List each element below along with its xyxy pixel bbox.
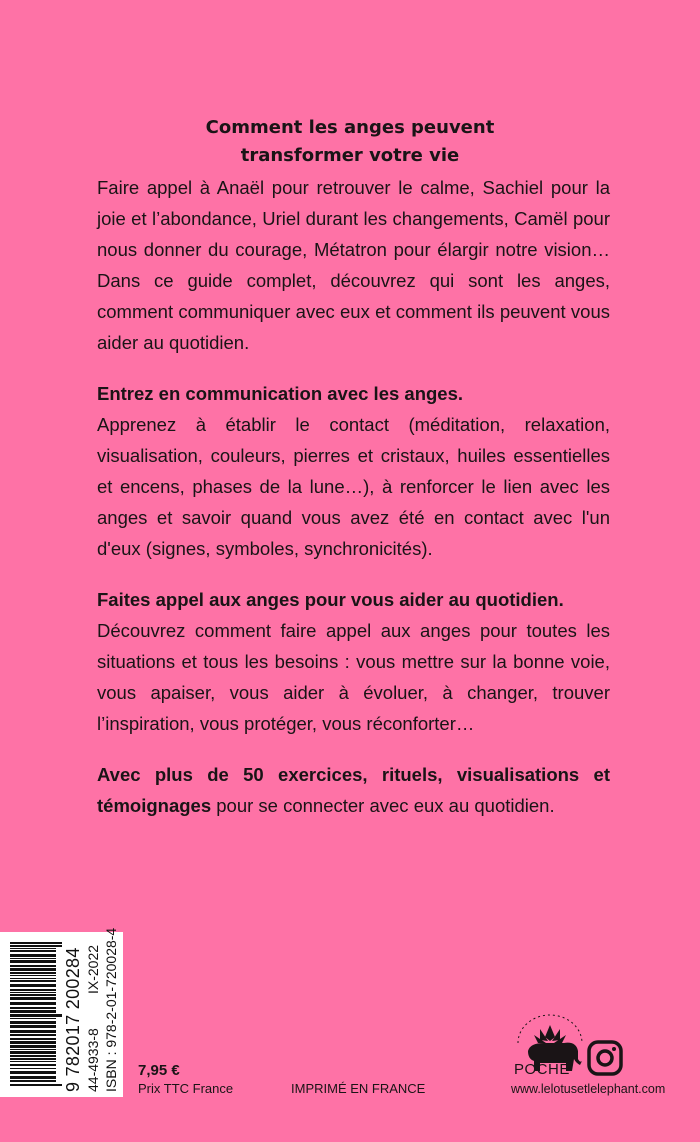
publisher-url[interactable]: www.lelotusetlelephant.com: [511, 1082, 666, 1096]
barcode-bar: [10, 950, 56, 952]
paragraph-exercices: [97, 759, 610, 821]
barcode: [0, 927, 123, 1097]
barcode-bar: [10, 960, 56, 963]
barcode-bar: [10, 965, 56, 967]
barcode-bar: [10, 994, 56, 996]
paragraph-heading: Avec plus de 50 exercices, rituels, visualisations et témoignages: [97, 764, 610, 816]
barcode-bar: [10, 980, 56, 982]
barcode-bar: [10, 1018, 56, 1019]
price-note: Prix TTC France: [138, 1081, 234, 1096]
barcode-bar: [10, 1068, 56, 1069]
paragraph-communication: [97, 378, 610, 564]
paragraph-text: Apprenez à établir le contact (méditation, relaxation, visualisation, couleurs, pierres et cristaux, huiles essentielles et encens, phases de la lune…), à renforcer le lien avec les anges et savoir quand vous avez été en contact avec l'un d'eux (signes, symboles, synchronicités).: [97, 414, 610, 559]
barcode-bar: [10, 1055, 56, 1057]
barcode-bar: [10, 958, 56, 959]
barcode-bar: [10, 975, 56, 976]
barcode-bar: [10, 1076, 56, 1079]
barcode-bar: [10, 972, 56, 974]
barcode-bar: [10, 1045, 56, 1048]
barcode-bar: [10, 1034, 56, 1036]
barcode-bar: [10, 1025, 56, 1028]
barcode-bar: [10, 1080, 56, 1082]
title-line-2: transformer votre vie: [240, 145, 460, 166]
barcode-bar: [10, 1041, 56, 1044]
cover-title: [0, 114, 700, 170]
printed-in: IMPRIMÉ EN FRANCE: [291, 1081, 426, 1096]
paragraph-quotidien: [97, 584, 610, 739]
barcode-bar: [10, 984, 56, 987]
cover-text: [97, 172, 610, 841]
barcode-bar: [10, 968, 56, 971]
barcode-bar: [10, 1030, 56, 1033]
barcode-bar: [10, 992, 56, 993]
paragraph-heading: Faites appel aux anges pour vous aider au quotidien.: [97, 589, 564, 610]
barcode-bar: [10, 1061, 56, 1062]
paragraph-text: Faire appel à Anaël pour retrouver le calme, Sachiel pour la joie et l’abondance, Uriel durant les changements, Camël pour nous donner du courage, Métatron pour élargir notre vision… Dans ce guide complet, découvrez qui sont les anges, comment communiquer avec eux et comment ils peuvent vous aider au quotidien.: [97, 177, 610, 353]
instagram-icon[interactable]: [587, 1040, 623, 1076]
paragraph-heading: Entrez en communication avec les anges.: [97, 383, 464, 404]
collection-name: POCHE: [514, 1061, 570, 1078]
barcode-bar: [10, 1007, 56, 1009]
barcode-bar: [10, 978, 56, 979]
barcode-bar: [10, 1071, 56, 1074]
barcode-bar: [10, 997, 56, 1000]
barcode-code: 44-4933-8: [85, 1028, 101, 1092]
barcode-bar: [10, 948, 56, 949]
barcode-bars: [10, 942, 62, 1087]
title-line-1: Comment les anges peuvent: [205, 117, 495, 138]
barcode-bar: [10, 1038, 56, 1040]
barcode-bar: [10, 1021, 56, 1024]
paragraph-text: pour se connecter avec eux au quotidien.: [211, 795, 555, 816]
paragraph-intro: [97, 172, 610, 358]
price: 7,95 €: [138, 1062, 180, 1079]
barcode-bar: [10, 1084, 62, 1086]
isbn: ISBN : 978-2-01-720028-4: [103, 927, 119, 1092]
barcode-bar: [10, 945, 62, 947]
barcode-bar: [10, 1014, 62, 1017]
barcode-date: IX-2022: [85, 944, 101, 994]
barcode-digits: 9 782017 200284: [63, 947, 83, 1092]
barcode-bar: [10, 1010, 56, 1013]
barcode-bar: [10, 1002, 56, 1005]
barcode-bar: [10, 1051, 56, 1054]
barcode-bar: [10, 942, 62, 944]
paragraph-text: Découvrez comment faire appel aux anges pour toutes les situations et tous les besoins : vous mettre sur la bonne voie, vous apaiser, vous aider à évoluer, à changer, trouver l’inspiration, vous protéger, vous réconforter…: [97, 620, 610, 734]
barcode-bar: [10, 1058, 56, 1060]
barcode-bar: [10, 954, 56, 957]
barcode-bar: [10, 1049, 56, 1050]
barcode-bar: [10, 1064, 56, 1066]
barcode-bar: [10, 989, 56, 991]
